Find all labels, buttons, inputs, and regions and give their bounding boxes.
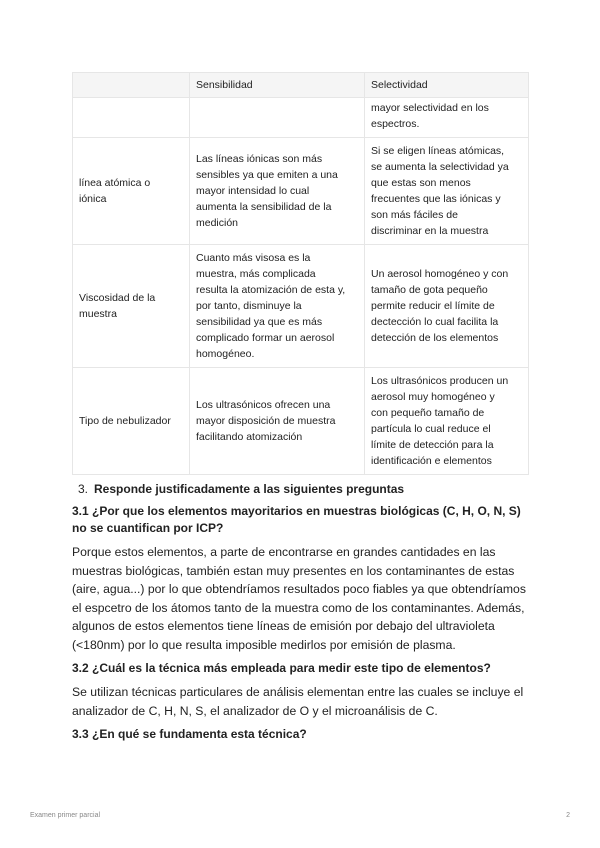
- cell-line: resulta la atomización de esta y,: [196, 284, 346, 296]
- table-row: [73, 368, 529, 475]
- cell-line: facilitando atomización: [196, 431, 303, 443]
- section-3-title: Responde justificadamente a las siguientes preguntas: [94, 482, 405, 496]
- row-label: [73, 368, 190, 475]
- question-3-3-title: 3.3 ¿En qué se fundamenta esta técnica?: [72, 727, 307, 741]
- cell-line: partícula lo cual reduce el: [371, 423, 491, 435]
- cell-line: tamaño de gota pequeño: [371, 284, 488, 296]
- cell-line: espectros.: [371, 118, 420, 130]
- table-row: [73, 98, 529, 138]
- cell-line: que estas son menos: [371, 177, 471, 189]
- cell-line: frecuentes que las iónicas y: [371, 193, 501, 205]
- page-content: [72, 72, 528, 743]
- cell-line: discriminar en la muestra: [371, 225, 489, 237]
- cell-sensibilidad: [190, 98, 365, 138]
- cell-line: permite reducir el límite de: [371, 300, 495, 312]
- cell-line: Viscosidad de la: [79, 292, 156, 304]
- question-3-2-answer: Se utilizan técnicas particulares de análisis elementan entre las cuales se incluye el analizador de C, H, N, S, el analizador de O y el microanálisis de C.: [72, 685, 524, 718]
- cell-sensibilidad: [190, 368, 365, 475]
- cell-line: mayor disposición de muestra: [196, 415, 336, 427]
- cell-line: medición: [196, 217, 239, 229]
- question-3-2-title: 3.2 ¿Cuál es la técnica más empleada para medir este tipo de elementos?: [72, 661, 491, 675]
- section-3-heading: [72, 481, 528, 497]
- cell-line: línea atómica o: [79, 177, 151, 189]
- cell-line: sensibles ya que emiten a una: [196, 169, 338, 181]
- page-number: 2: [566, 812, 570, 819]
- row-label: [73, 98, 190, 138]
- footer-title: Examen primer parcial: [30, 812, 101, 819]
- section-3-number: 3.: [78, 482, 89, 496]
- row-label: [73, 138, 190, 245]
- cell-line: mayor selectividad en los: [371, 102, 489, 114]
- cell-line: aerosol muy homogéneo y: [371, 391, 495, 403]
- cell-line: detección de los elementos: [371, 332, 499, 344]
- table-header-selectividad: Selectividad: [365, 73, 529, 98]
- cell-line: iónica: [79, 193, 107, 205]
- cell-line: Los ultrasónicos producen un: [371, 375, 509, 387]
- cell-line: Los ultrasónicos ofrecen una: [196, 399, 331, 411]
- cell-selectividad: [365, 138, 529, 245]
- cell-line: muestra: [79, 308, 117, 320]
- cell-line: mayor intensidad lo cual: [196, 185, 310, 197]
- cell-line: complicado formar un aerosol: [196, 332, 335, 344]
- question-3-1-answer: Porque estos elementos, a parte de encontrarse en grandes cantidades en las muestras biológicas, también estan muy presentes en los contaminantes de estas (aire, agua...) por lo que obtendríamos resultados poco fiables ya que obtendríamos el espcetro de los átomos tanto de la muestra como de los contaminantes. Además, algunos de estos elementos tiene líneas de emisión por debajo del ultravioleta (<180nm) por lo que resulta imposible medirlos por emisión de plasma.: [72, 545, 526, 652]
- table-header-row: [73, 73, 529, 98]
- table-row: [73, 138, 529, 245]
- cell-sensibilidad: [190, 138, 365, 245]
- cell-sensibilidad: [190, 245, 365, 368]
- cell-line: con pequeño tamaño de: [371, 407, 485, 419]
- cell-line: Un aerosol homogéneo y con: [371, 268, 509, 280]
- cell-line: Las líneas iónicas son más: [196, 153, 323, 165]
- cell-line: Tipo de nebulizador: [79, 415, 171, 427]
- cell-line: muestra, más complicada: [196, 268, 316, 280]
- cell-line: sensibilidad ya que es más: [196, 316, 323, 328]
- question-3-1-title: 3.1 ¿Por que los elementos mayoritarios en muestras biológicas (C, H, O, N, S) no se cuantifican por ICP?: [72, 504, 521, 535]
- table-row: [73, 245, 529, 368]
- cell-line: Cuanto más visosa es la: [196, 252, 311, 264]
- cell-line: Si se eligen líneas atómicas,: [371, 145, 505, 157]
- cell-selectividad: [365, 368, 529, 475]
- cell-line: homogéneo.: [196, 348, 255, 360]
- cell-line: identificación e elementos: [371, 455, 492, 467]
- row-label: [73, 245, 190, 368]
- table-header-sensibilidad: Sensibilidad: [190, 73, 365, 98]
- table-header-empty: [73, 73, 190, 98]
- cell-line: dectección lo cual facilita la: [371, 316, 499, 328]
- cell-line: límite de detección para la: [371, 439, 494, 451]
- comparison-table: [72, 72, 529, 475]
- cell-line: aumenta la sensibilidad de la: [196, 201, 332, 213]
- cell-selectividad: [365, 245, 529, 368]
- cell-selectividad: [365, 98, 529, 138]
- cell-line: se aumenta la selectividad ya: [371, 161, 509, 173]
- cell-line: son más fáciles de: [371, 209, 458, 221]
- cell-line: por tanto, disminuye la: [196, 300, 302, 312]
